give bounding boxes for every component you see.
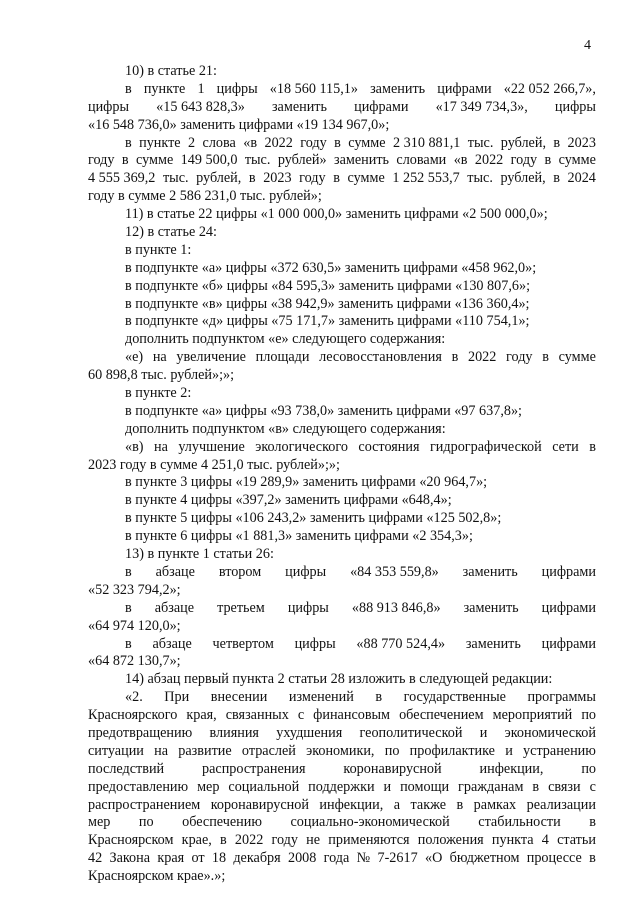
word: мер [88,814,111,831]
word: края [157,850,185,867]
word: 2023 [263,170,292,187]
word: в [553,134,561,151]
word: «в [453,152,468,169]
text-line [88,850,596,868]
word: 2008 [287,850,317,867]
word: ухудшения [276,724,343,741]
word: мер [197,778,220,795]
word: «О [424,850,443,867]
text-line [88,99,596,117]
word: применяются [328,832,410,849]
word: 2023 [567,134,596,151]
word: увеличение [176,349,246,366]
word: сумме [135,152,174,169]
word: реализации [526,796,596,813]
word: Красноярском [88,832,174,849]
text-line [88,707,596,725]
word: в [248,170,256,187]
word: в [125,80,132,97]
word: на [152,349,167,366]
word: по [581,707,596,724]
word: слова [202,134,236,151]
word: цифрами [541,635,596,652]
text-line: в пункте 5 цифры «106 243,2» заменить цифрами «125 502,8»; [125,510,502,527]
word: № [356,850,371,867]
word: рублей» [277,152,327,169]
word: в [375,689,383,706]
word: не [306,832,321,849]
word: от [191,850,205,867]
word: «в) [125,438,144,455]
word: 149 500,0 [180,152,238,169]
word: «2. [125,689,143,706]
text-line: дополнить подпунктом «в» следующего содержания: [125,420,446,437]
word: помощи [400,778,450,795]
word: а [393,796,401,813]
word: году [300,134,327,151]
word: экономики, [306,742,375,759]
word: 2022 [474,152,504,169]
word: рублей, [500,134,546,151]
word: положения [417,832,484,849]
word: цифры [88,98,130,115]
word: заменить [463,599,519,616]
text-line: году в сумме 2 586 231,0 тыс. рублей»; [88,188,322,205]
word: цифры [216,80,258,97]
word: «в [243,134,258,151]
word: развитие [178,742,232,759]
word: площади [255,349,310,366]
text-line [88,135,596,153]
text-line: дополнить подпунктом «е» следующего содержания: [125,331,446,348]
word: устранению [523,742,596,759]
word: сумме [558,349,596,366]
word: в [589,850,596,867]
word: социальной [228,778,300,795]
word: улучшение [178,438,245,455]
word: мероприятий [492,707,573,724]
text-line: в подпункте «а» цифры «93 738,0» заменить цифрами «97 637,8»; [125,402,522,419]
word: абзаце [155,563,195,580]
word: цифры [294,635,336,652]
word: сумме [347,170,385,187]
text-line: 2023 году в сумме 4 251,0 тыс. рублей»;»; [88,456,340,473]
word: государственные [403,689,506,706]
word: 7-2617 [377,850,418,867]
word: по [138,814,154,831]
word: году [299,170,326,187]
text-line [88,152,596,170]
word: обеспечению [182,814,262,831]
text-line: в подпункте «в» цифры «38 942,9» заменить цифрами «136 360,4»; [125,295,530,312]
word: абзаце [154,599,195,616]
word: заменить [462,563,518,580]
word: в [589,814,596,831]
word: поддержки [308,778,375,795]
word: году [271,832,298,849]
word: края, [186,707,217,724]
word: отраслей [241,742,296,759]
word: заменить [465,635,521,652]
word: рублей, [500,170,546,187]
word: лесовосстановления [319,349,442,366]
word: цифры [285,563,327,580]
text-line [88,689,596,707]
text-line [88,81,596,99]
word: программы [527,689,596,706]
word: цифрами [354,98,409,115]
text-line: в подпункте «а» цифры «372 630,5» заменить цифрами «458 962,0»; [125,259,537,276]
word: финансовым [313,707,391,724]
text-line: «64 974 120,0»; [88,617,181,634]
word: года [323,850,350,867]
word: 2022 [264,134,293,151]
word: втором [218,563,262,580]
text-line: в пункте 4 цифры «397,2» заменить цифрами «648,4»; [125,492,452,509]
word: в [532,778,540,795]
word: предотвращению [88,724,193,741]
word: предоставлению [88,778,189,795]
text-line [88,600,596,618]
page-number: 4 [584,38,591,53]
word: «18 560 115,1» [269,80,358,97]
text-line: в пункте 6 цифры «1 881,3» заменить цифрами «2 354,3»; [125,528,473,545]
text-line: 14) абзац первый пункта 2 статьи 28 изложить в следующей редакции: [125,671,553,688]
word: 1 [197,80,205,97]
word: в [125,134,132,151]
word: социально-экономической [290,814,450,831]
text-line [88,743,596,761]
word: в [220,832,227,849]
word: 1 252 553,7 [392,170,460,187]
word: в [121,152,129,169]
word: в [456,796,464,813]
word: пункта [491,832,534,849]
word: сумме [348,134,386,151]
word: в [544,152,552,169]
word: тыс. [467,134,494,151]
word: 2 310 881,1 [392,134,461,151]
text-line [88,797,596,815]
word: декабря [233,850,281,867]
word: коронавирусной [210,796,309,813]
text-line: в пункте 2: [125,385,192,402]
word: в [125,599,132,616]
word: цифры [554,98,596,115]
word: статьи [557,832,596,849]
word: экологического [255,438,348,455]
word: цифрами [541,599,596,616]
word: гидрографической [429,438,542,455]
word: цифрами [541,563,596,580]
word: в [334,134,341,151]
text-line [88,564,596,582]
word: состояния [358,438,420,455]
word: «е) [125,349,144,366]
word: 2022 [467,349,497,366]
word: и [479,724,488,741]
word: «22 052 266,7», [503,80,596,97]
text-line [88,814,596,832]
word: и [505,742,513,759]
word: 42 [88,850,103,867]
word: по [581,760,596,777]
text-line: 12) в статье 24: [125,224,217,241]
word: профилактике [409,742,495,759]
word: коронавирусной [343,760,442,777]
word: сети [552,438,579,455]
word: влияния [209,724,259,741]
word: в [333,170,340,187]
word: При [164,689,190,706]
word: словами [396,152,447,169]
word: рублей, [196,170,242,187]
word: «84 353 559,8» [350,563,439,580]
word: бюджетном [449,850,520,867]
text-line: 60 898,8 тыс. рублей»;»; [88,367,235,384]
word: с [297,707,305,724]
text-line: «16 548 736,0» заменить цифрами «19 134 967,0»; [88,116,390,133]
text-line: 11) в статье 22 цифры «1 000 000,0» заменить цифрами «2 500 000,0»; [125,206,548,223]
word: геополитической [359,724,463,741]
word: цифрами [437,80,492,97]
word: внесении [210,689,268,706]
word: заменить [333,152,390,169]
text-line: в пункте 3 цифры «19 289,9» заменить цифрами «20 964,7»; [125,474,488,491]
word: году [510,152,538,169]
text-line: Красноярском крае».»; [88,868,226,885]
text-line [88,170,596,188]
word: процессе [526,850,582,867]
word: ситуации [88,742,144,759]
text-line: в пункте 1: [125,241,192,258]
word: изменений [288,689,354,706]
word: Закона [109,850,151,867]
text-line: «52 323 794,2»; [88,581,181,598]
text-line [88,636,596,654]
word: в [589,438,596,455]
word: «17 349 734,3», [435,98,528,115]
word: на [153,438,168,455]
document-body [88,63,596,886]
text-line: 13) в пункте 1 статьи 26: [125,546,274,563]
word: распространением [88,796,201,813]
word: пункте [139,134,181,151]
word: связи [548,778,581,795]
word: пункте [143,80,186,97]
word: экономической [504,724,596,741]
word: в [553,170,560,187]
word: рамках [473,796,517,813]
word: 4 555 369,2 [88,170,156,187]
word: Красноярского [88,707,178,724]
word: «88 913 846,8» [351,599,441,616]
word: стабильности [478,814,561,831]
word: с [589,778,596,795]
word: «88 770 524,4» [356,635,446,652]
word: последствий [88,760,165,777]
word: году [506,349,533,366]
word: по [384,742,400,759]
word: тыс. [467,170,493,187]
text-line [88,832,596,850]
word: тыс. [162,170,189,187]
word: сумме [558,152,596,169]
word: году [88,152,115,169]
word: 2024 [567,170,596,187]
text-line [88,349,596,367]
word: гражданам [458,778,524,795]
text-line [88,761,596,779]
word: обеспечением [399,707,484,724]
word: абзаце [152,635,192,652]
word: на [154,742,169,759]
word: заменить [271,98,327,115]
word: инфекции, [479,760,544,777]
text-line [88,439,596,457]
word: тыс. [244,152,271,169]
word: связанных [225,707,289,724]
word: также [410,796,447,813]
text-line [88,725,596,743]
word: 18 [211,850,227,867]
word: в [125,635,132,652]
word: 4 [541,832,549,849]
text-line: в подпункте «д» цифры «75 171,7» заменить цифрами «110 754,1»; [125,313,530,330]
text-line: «64 872 130,7»; [88,653,181,670]
word: крае, [181,832,212,849]
word: в [125,563,132,580]
word: цифры [287,599,329,616]
text-line: в подпункте «б» цифры «84 595,3» заменить цифрами «130 807,6»; [125,277,531,294]
word: 2022 [234,832,264,849]
word: четвертом [212,635,274,652]
word: в [451,349,459,366]
word: и [383,778,392,795]
word: распространения [202,760,306,777]
text-line: 10) в статье 21: [125,63,217,79]
word: 2 [188,134,196,151]
word: инфекции, [319,796,384,813]
word: «15 643 828,3» [156,98,245,115]
word: третьем [217,599,265,616]
word: в [542,349,549,366]
text-line [88,779,596,797]
word: заменить [370,80,426,97]
